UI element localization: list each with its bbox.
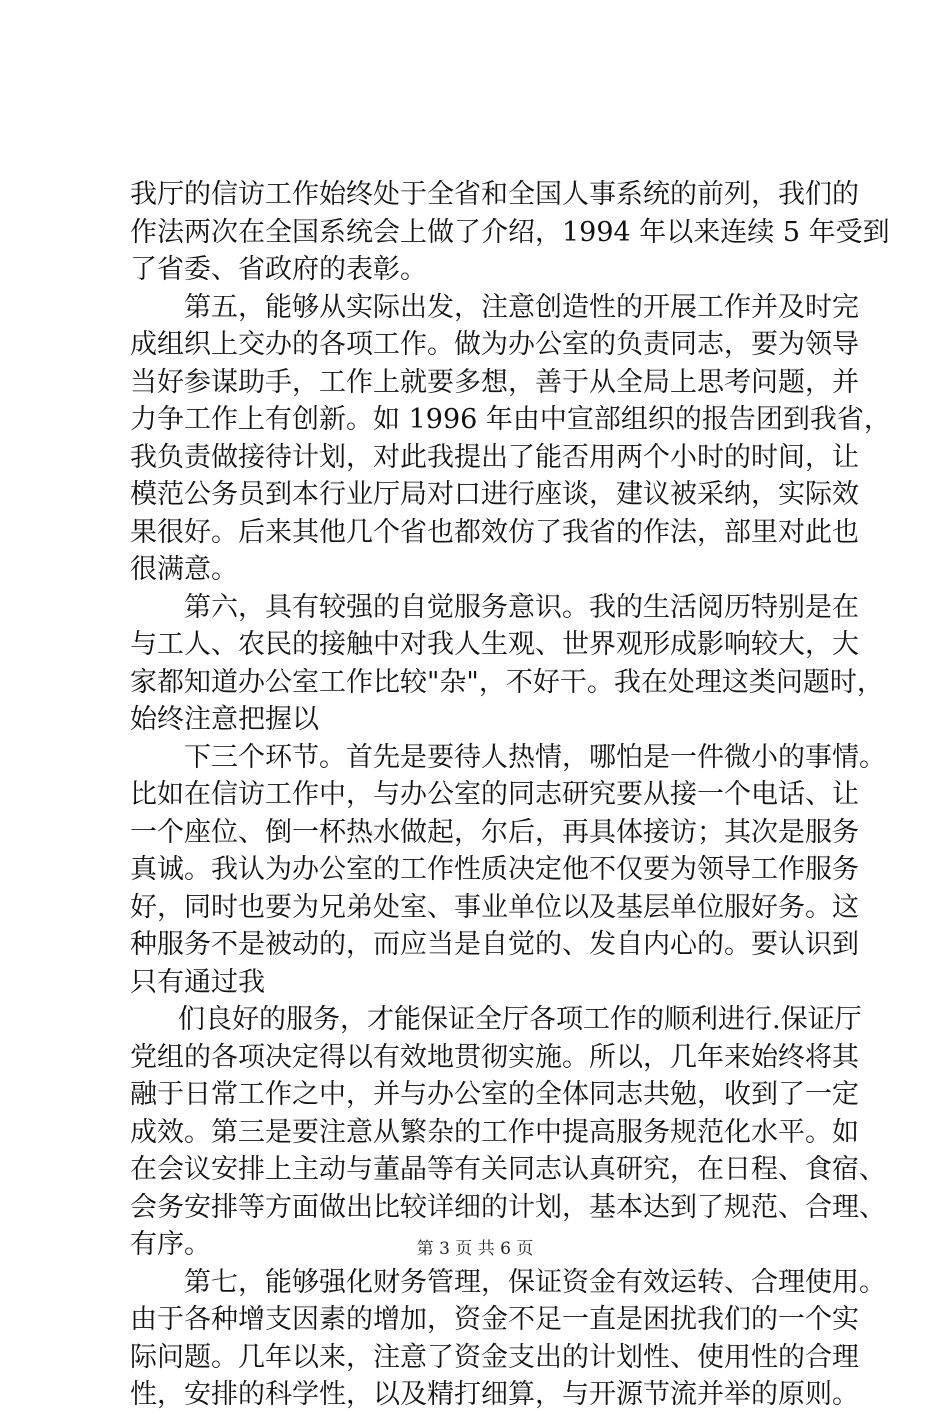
paragraph-first-line: 第五，能够从实际出发，注意创造性的开展工作并及时完 (184, 291, 859, 323)
text-line: 种服务不是被动的，而应当是自觉的、发自内心的。要认识到 (130, 929, 859, 960)
text-line: 与工人、农民的接触中对我人生观、世界观形成影响较大，大 (130, 629, 859, 660)
paragraph-first-line: 下三个环节。首先是要待人热情，哪怕是一件微小的事情。 (184, 741, 886, 773)
text-line: 一个座位、倒一杯热水做起，尔后，再具体接访；其次是服务 (130, 816, 859, 848)
text-line: 际问题。几年以来，注意了资金支出的计划性、使用性的合理 (130, 1341, 859, 1373)
text-line: 力争工作上有创新。如 1996 年由中宣部组织的报告团到我省， (130, 404, 891, 435)
text-line: 很满意。 (130, 554, 238, 585)
text-line: 成组织上交办的各项工作。做为办公室的负责同志，要为领导 (130, 329, 859, 360)
text-line: 始终注意把握以 (130, 704, 319, 735)
text-line: 由于各种增支因素的增加，资金不足一直是困扰我们的一个实 (130, 1304, 859, 1335)
text-line: 成效。第三是要注意从繁杂的工作中提高服务规范化水平。如 (130, 1116, 859, 1148)
text-line: 当好参谋助手，工作上就要多想，善于从全局上思考问题，并 (130, 366, 859, 398)
text-line: 有序。 (130, 1229, 211, 1260)
text-line: 党组的各项决定得以有效地贯彻实施。所以，几年来始终将其 (130, 1041, 859, 1073)
text-line: 模范公务员到本行业厅局对口进行座谈，建议被采纳，实际效 (130, 479, 859, 510)
text-line: 我负责做接待计划，对此我提出了能否用两个小时的时间，让 (130, 441, 859, 473)
text-line: 比如在信访工作中，与办公室的同志研究要从接一个电话、让 (130, 779, 859, 810)
paragraph-first-line: 们良好的服务，才能保证全厅各项工作的顺利进行.保证厅 (178, 1004, 862, 1035)
text-line: 只有通过我 (130, 966, 265, 998)
page-number-footer: 第 3 页 共 6 页 (416, 1239, 534, 1259)
body-text (130, 176, 891, 1414)
text-line: 了省委、省政府的表彰。 (130, 254, 427, 285)
text-line: 融于日常工作之中，并与办公室的全体同志共勉，收到了一定 (130, 1079, 859, 1110)
text-line: 真诚。我认为办公室的工作性质决定他不仅要为领导工作服务 (130, 854, 859, 885)
text-line: 家都知道办公室工作比较"杂"，不好干。我在处理这类问题时， (130, 666, 884, 698)
text-line: 在会议安排上主动与董晶等有关同志认真研究，在日程、食宿、 (130, 1154, 886, 1185)
text-line: 我厅的信访工作始终处于全省和全国人事系统的前列，我们的 (130, 179, 859, 210)
text-line: 性，安排的科学性，以及精打细算，与开源节流并举的原则。 (130, 1379, 859, 1410)
paragraph-first-line: 第六，具有较强的自觉服务意识。我的生活阅历特别是在 (184, 591, 859, 623)
paragraph-first-line: 第七，能够强化财务管理，保证资金有效运转、合理使用。 (184, 1266, 886, 1298)
text-line: 好，同时也要为兄弟处室、事业单位以及基层单位服好务。这 (130, 891, 859, 923)
text-line: 会务安排等方面做出比较详细的计划，基本达到了规范、合理、 (130, 1191, 886, 1223)
text-line: 果很好。后来其他几个省也都效仿了我省的作法，部里对此也 (130, 516, 859, 548)
text-line: 作法两次在全国系统会上做了介绍，1994 年以来连续 5 年受到 (130, 216, 890, 248)
